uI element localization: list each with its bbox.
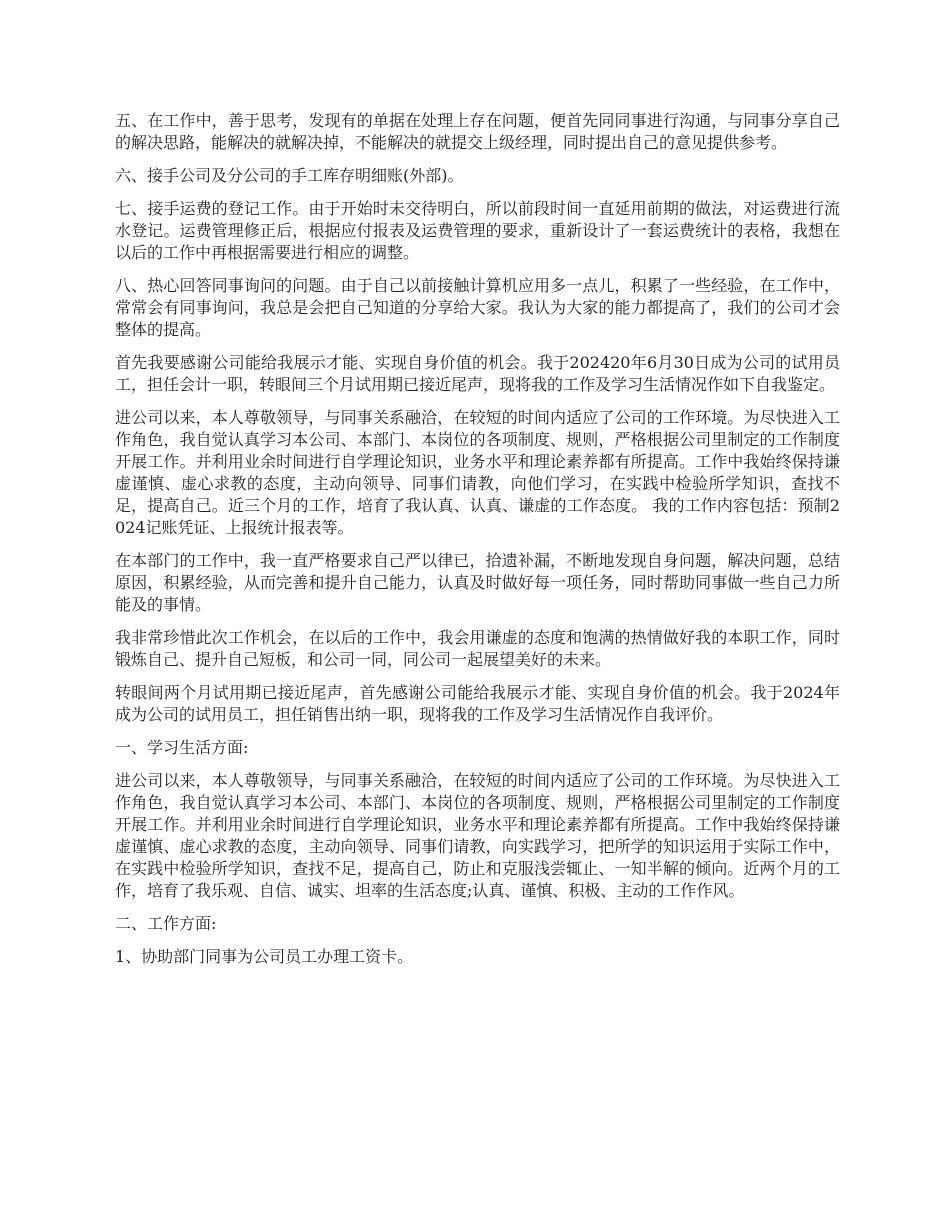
paragraph-work-attitude: 进公司以来，本人尊敬领导，与同事关系融洽，在较短的时间内适应了公司的工作环境。为尽快进入工作角色，我自觉认真学习本公司、本部门、本岗位的各项制度、规则，严格根据公司里制定的工作制度开展工作。并利用业余时间进行自学理论知识，业务水平和理论素养都有所提高。工作中我始终保持谦虚谨慎、虚心求教的态度，主动向领导、同事们请教，向他们学习，在实践中检验所学知识，查找不足，提高自己。近三个月的工作，培育了我认真、认真、谦虚的工作态度。 我的工作内容包括：预制2024记账凭证、上报统计报表等。: [115, 408, 840, 537]
paragraph-department-work: 在本部门的工作中，我一直严格要求自己严以律已，拾遗补漏，不断地发现自身问题，解决问题，总结原因，积累经验，从而完善和提升自己能力，认真及时做好每一项任务，同时帮助同事做一些自己力所能及的事情。: [115, 551, 840, 614]
paragraph-8-helping-colleagues: 八、热心回答同事询问的问题。由于自己以前接触计算机应用多一点儿，积累了一些经验，在工作中，常常会有同事询问，我总是会把自己知道的分享给大家。我认为大家的能力都提高了，我们的公司才会整体的提高。: [115, 276, 840, 339]
paragraph-7-freight-registration: 七、接手运费的登记工作。由于开始时未交待明白，所以前段时间一直延用前期的做法，对运费进行流水登记。运费管理修正后，根据应付报表及运费管理的要求，重新设计了一套运费统计的表格，我想在以后的工作中再根据需要进行相应的调整。: [115, 199, 840, 262]
heading-study-life: 一、学习生活方面:: [115, 738, 249, 757]
paragraph-future-outlook: 我非常珍惜此次工作机会，在以后的工作中，我会用谦虚的态度和饱满的热情做好我的本职工作，同时锻炼自己、提升自己短板，和公司一同，同公司一起展望美好的未来。: [115, 628, 840, 669]
list-item-salary-card: 1、协助部门同事为公司员工办理工资卡。: [115, 947, 414, 966]
paragraph-6-inventory-ledger: 六、接手公司及分公司的手工库存明细账(外部)。: [115, 166, 464, 185]
paragraph-study-life-detail: 进公司以来，本人尊敬领导，与同事关系融洽，在较短的时间内适应了公司的工作环境。为尽快进入工作角色，我自觉认真学习本公司、本部门、本岗位的各项制度、规则，严格根据公司里制定的工作制度开展工作。并利用业余时间进行自学理论知识，业务水平和理论素养都有所提高。工作中我始终保持谦虚谨慎、虚心求教的态度，主动向领导、同事们请教，向实践学习，把所学的知识运用于实际工作中，在实践中检验所学知识，查找不足，提高自己，防止和克服浅尝辄止、一知半解的倾向。近两个月的工作，培育了我乐观、自信、诚实、坦率的生活态度;认真、谨慎、积极、主动的工作作风。: [115, 771, 840, 900]
heading-work-aspect: 二、工作方面:: [115, 914, 217, 933]
document-page: [115, 110, 840, 979]
paragraph-5-problem-solving: 五、在工作中，善于思考，发现有的单据在处理上存在问题，便首先同同事进行沟通，与同事分享自己的解决思路，能解决的就解决掉，不能解决的就提交上级经理，同时提出自己的意见提供参考。: [115, 111, 840, 152]
paragraph-thanks-intro: 首先我要感谢公司能给我展示才能、实现自身价值的机会。我于202420年6月30日成为公司的试用员工，担任会计一职，转眼间三个月试用期已接近尾声，现将我的工作及学习生活情况作如下自我鉴定。: [115, 353, 840, 394]
paragraph-probation-intro: 转眼间两个月试用期已接近尾声，首先感谢公司能给我展示才能、实现自身价值的机会。我于2024年成为公司的试用员工，担任销售出纳一职，现将我的工作及学习生活情况作自我评价。: [115, 683, 840, 724]
